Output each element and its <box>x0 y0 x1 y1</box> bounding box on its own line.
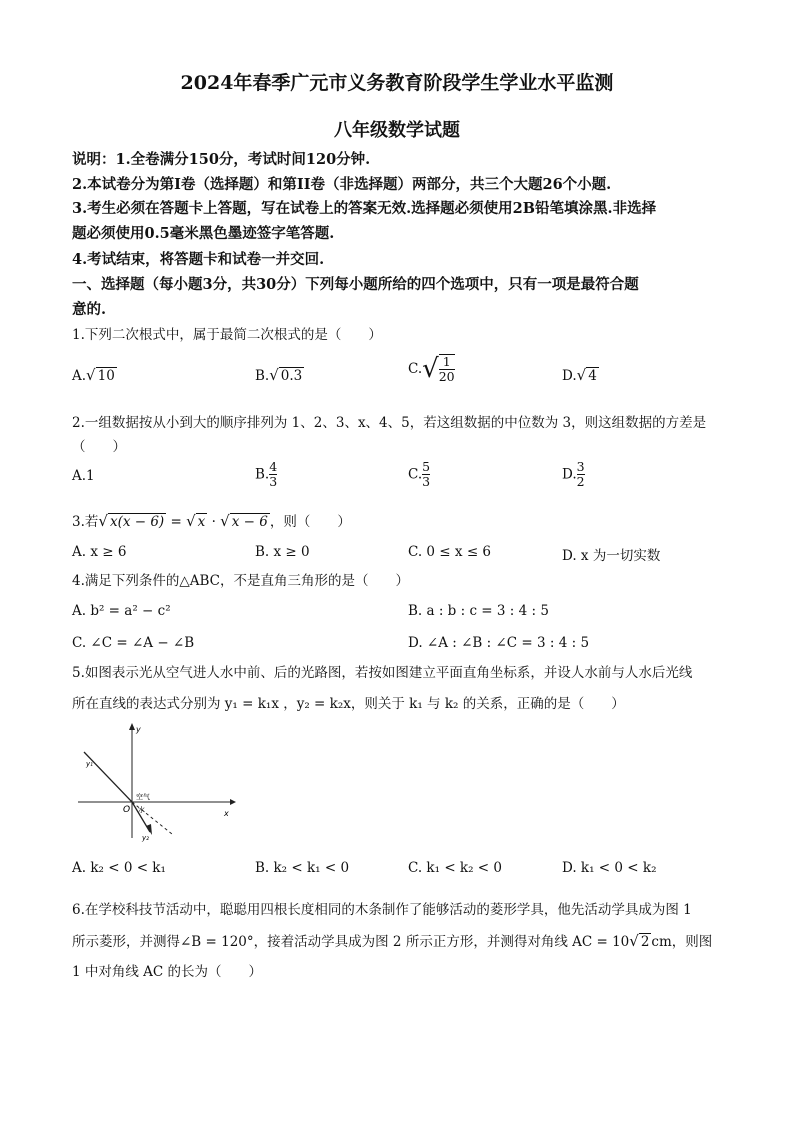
question-4-option-b: B. a : b : c = 3 : 4 : 5 <box>408 603 549 619</box>
question-1-option-c: C.√ $\frac{1}{20}$ <box>408 354 455 384</box>
question-6-stem-cont: 所示菱形，并测得∠B = 120°，接着活动学具成为图 2 所示正方形，并测得对角线 AC = 10√ 2 cm，则图 <box>72 932 713 950</box>
x-axis-label: x <box>224 809 229 818</box>
note-3: 3.考生必须在答题卡上答题，写在试卷上的答案无效.选择题必须使用2B铅笔填涂黑.非选择 <box>72 200 657 217</box>
light-refraction-figure <box>72 720 240 842</box>
question-1-option-a: A.√ 10 <box>72 366 115 384</box>
question-5-option-c: C. k₁ < k₂ < 0 <box>408 860 502 876</box>
air-label: 空气 <box>136 793 150 801</box>
note-1: 说明：1.全卷满分150分，考试时间120分钟. <box>72 151 371 168</box>
question-5-stem-cont: 所在直线的表达式分别为 y₁ = k₁x ，y₂ = k₂x，则关于 k₁ 与 k₂ 的关系，正确的是（ ） <box>72 696 625 712</box>
question-3-option-c: C. 0 ≤ x ≤ 6 <box>408 544 492 560</box>
note-3-cont: 题必须使用0.5毫米黑色墨迹签字笔答题. <box>72 225 335 242</box>
page-title: 2024年春季广元市义务教育阶段学生学业水平监测 <box>180 72 614 94</box>
question-5-stem: 5.如图表示光从空气进人水中前、后的光路图，若按如图建立平面直角坐标系，并设人水前与人水后光线 <box>72 665 693 681</box>
question-2-stem: 2.一组数据按从小到大的顺序排列为 1、2、3、x、4、5，若这组数据的中位数为 3，则这组数据的方差是 <box>72 415 707 431</box>
question-3-stem: 3.若√ x(x − 6) = √ x · √ x − 6 ，则（ ） <box>72 512 351 530</box>
page-subtitle: 八年级数学试题 <box>334 120 460 141</box>
y-axis-label: y <box>136 725 141 734</box>
section-heading-cont: 意的. <box>72 301 107 318</box>
question-3-option-a: A. x ≥ 6 <box>72 544 127 560</box>
question-3-option-b: B. x ≥ 0 <box>255 544 310 560</box>
question-2-option-b: B. $\frac{4}{3}$ <box>255 459 278 489</box>
question-4-option-d: D. ∠A : ∠B : ∠C = 3 : 4 : 5 <box>408 635 590 651</box>
question-2-option-d: D. $\frac{3}{2}$ <box>562 459 585 489</box>
question-1-option-d: D.√ 4 <box>562 366 597 384</box>
section-heading: 一、选择题（每小题3分，共30分）下列每小题所给的四个选项中，只有一项是最符合题 <box>72 276 639 293</box>
note-4: 4.考试结束，将答题卡和试卷一并交回. <box>72 251 325 268</box>
question-4-option-c: C. ∠C = ∠A − ∠B <box>72 635 195 651</box>
question-2-option-a: A.1 <box>72 468 95 484</box>
y1-label: y₁ <box>86 760 93 768</box>
question-2-option-c: C. $\frac{5}{3}$ <box>408 459 431 489</box>
question-6-stem-end: 1 中对角线 AC 的长为（ ） <box>72 964 263 980</box>
question-3-option-d: D. x 为一切实数 <box>562 548 661 564</box>
x-axis-arrow <box>230 799 236 805</box>
question-2-stem-cont: （ ） <box>72 439 126 455</box>
water-label: 水 <box>138 806 145 814</box>
question-4-option-a: A. b² = a² − c² <box>72 603 171 619</box>
y2-label: y₂ <box>142 834 149 842</box>
question-6-stem: 6.在学校科技节活动中，聪聪用四根长度相同的木条制作了能够活动的菱形学具，他先活动学具成为图 1 <box>72 902 692 918</box>
question-1-stem: 1.下列二次根式中，属于最简二次根式的是（ ） <box>72 327 382 343</box>
note-2: 2.本试卷分为第I卷（选择题）和第II卷（非选择题）两部分，共三个大题26个小题. <box>72 176 612 193</box>
question-5-option-a: A. k₂ < 0 < k₁ <box>72 860 166 876</box>
origin-label: O <box>123 805 131 815</box>
question-1-option-b: B.√ 0.3 <box>255 366 303 384</box>
y-axis-arrow <box>129 723 135 730</box>
question-5-option-b: B. k₂ < k₁ < 0 <box>255 860 350 876</box>
question-5-option-d: D. k₁ < 0 < k₂ <box>562 860 657 876</box>
question-4-stem: 4.满足下列条件的△ABC，不是直角三角形的是（ ） <box>72 573 410 589</box>
